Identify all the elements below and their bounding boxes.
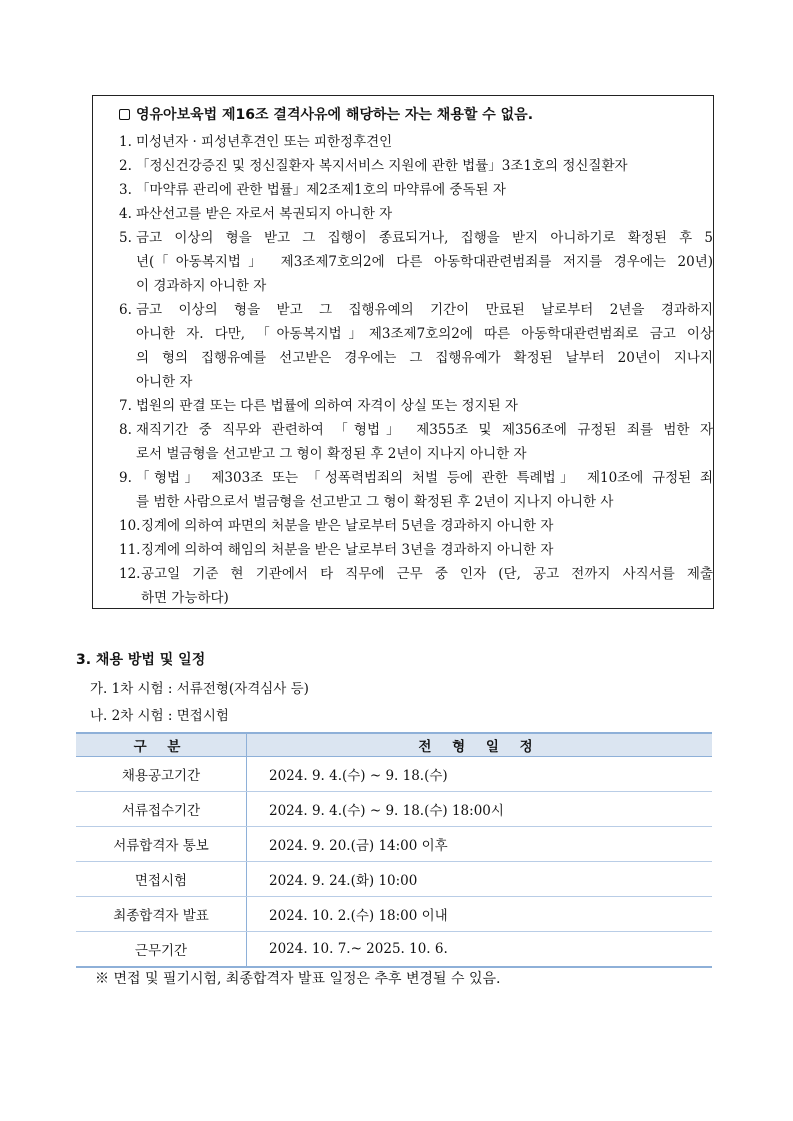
list-item <box>119 466 713 514</box>
list-item-number: 2. <box>119 158 132 174</box>
list-item-text: 이 경과하지 아니한 자 <box>136 278 267 294</box>
list-item <box>119 562 713 610</box>
schedule-category-cell: 서류합격자 통보 <box>76 827 247 862</box>
schedule-category-cell: 근무기간 <box>76 932 247 968</box>
disqualification-box <box>92 95 714 609</box>
schedule-category-cell: 채용공고기간 <box>76 757 247 792</box>
list-item <box>119 418 713 466</box>
schedule-note: ※ 면접 및 필기시험, 최종합격자 발표 일정은 추후 변경될 수 있음. <box>95 971 501 987</box>
schedule-table <box>76 732 712 968</box>
table-row <box>76 897 712 932</box>
list-item <box>119 154 713 178</box>
schedule-category-cell: 면접시험 <box>76 862 247 897</box>
list-item <box>119 394 713 418</box>
table-row <box>76 757 712 792</box>
list-item-number: 1. <box>119 134 132 150</box>
method-first-exam: 가. 1차 시험 : 서류전형(자격심사 등) <box>90 681 309 697</box>
list-item-text: 를 범한 사람으로서 벌금형을 선고받고 그 형이 확정된 후 2년이 지나지 아니한 사 <box>136 494 614 510</box>
list-item-number: 7. <box>119 398 132 414</box>
list-item-number: 6. <box>119 302 132 318</box>
list-item-number: 3. <box>119 182 132 198</box>
list-item <box>119 298 713 394</box>
schedule-date-cell: 2024. 9. 20.(금) 14:00 이후 <box>247 827 713 862</box>
table-row <box>76 932 712 968</box>
list-item-text: 로서 벌금형을 선고받고 그 형이 확정된 후 2년이 지나지 아니한 자 <box>136 446 527 462</box>
header-schedule: 전 형 일 정 <box>247 733 713 757</box>
list-item <box>119 202 713 226</box>
list-item-text: 법원의 판결 또는 다른 법률에 의하여 자격이 상실 또는 정지된 자 <box>136 398 518 414</box>
list-item-text: 「정신건강증진 및 정신질환자 복지서비스 지원에 관한 법률」3조1호의 정신질환자 <box>136 158 628 174</box>
list-item-text: 금고 이상의 형을 받고 그 집행이 종료되거나, 집행을 받지 아니하기로 확정된 후 5 <box>136 230 713 246</box>
list-item-text: 년(「아동복지법」 제3조제7호의2에 다른 아동학대관련범죄를 저지를 경우에는 20년) <box>136 254 713 270</box>
list-item-text: 의 형의 집행유예를 선고받은 경우에는 그 집행유예가 확정된 날부터 20년이 지나지 <box>136 350 713 366</box>
section-title: 3. 채용 방법 및 일정 <box>76 652 206 668</box>
disqualification-list <box>119 130 713 610</box>
list-item <box>119 130 713 154</box>
schedule-date-cell: 2024. 10. 2.(수) 18:00 이내 <box>247 897 713 932</box>
list-item-number: 4. <box>119 206 132 222</box>
table-row <box>76 792 712 827</box>
list-item-number: 10. <box>119 518 141 534</box>
header-category: 구 분 <box>76 733 247 757</box>
table-row <box>76 827 712 862</box>
list-item-text: 하면 가능하다) <box>141 590 229 606</box>
schedule-header-row <box>76 733 712 757</box>
list-item-text: 파산선고를 받은 자로서 복권되지 아니한 자 <box>136 206 393 222</box>
list-item-text: 「마약류 관리에 관한 법률」제2조제1호의 마약류에 중독된 자 <box>136 182 506 198</box>
list-item-text: 금고 이상의 형을 받고 그 집행유예의 기간이 만료된 날로부터 2년을 경과하지 <box>136 302 713 318</box>
schedule-category-cell: 서류접수기간 <box>76 792 247 827</box>
list-item-text: 징계에 의하여 해임의 처분을 받은 날로부터 3년을 경과하지 아니한 자 <box>141 542 554 558</box>
schedule-date-cell: 2024. 9. 4.(수) ~ 9. 18.(수) 18:00시 <box>247 792 713 827</box>
list-item <box>119 514 713 538</box>
list-item-number: 12. <box>119 566 141 582</box>
schedule-date-cell: 2024. 9. 4.(수) ~ 9. 18.(수) <box>247 757 713 792</box>
list-item-text: 징계에 의하여 파면의 처분을 받은 날로부터 5년을 경과하지 아니한 자 <box>141 518 554 534</box>
list-item-number: 8. <box>119 422 132 438</box>
schedule-date-cell: 2024. 10. 7.~ 2025. 10. 6. <box>247 932 713 968</box>
box-title <box>119 104 533 124</box>
method-second-exam: 나. 2차 시험 : 면접시험 <box>90 708 229 724</box>
list-item-number: 9. <box>119 470 132 486</box>
schedule-date-cell: 2024. 9. 24.(화) 10:00 <box>247 862 713 897</box>
list-item-text: 재직기간 중 직무와 관련하여 「형법」 제355조 및 제356조에 규정된 죄를 범한 자 <box>136 422 713 438</box>
list-item-text: 미성년자 · 피성년후견인 또는 피한정후견인 <box>136 134 393 150</box>
list-item-number: 11. <box>119 542 141 558</box>
list-item <box>119 538 713 562</box>
schedule-category-cell: 최종합격자 발표 <box>76 897 247 932</box>
list-item-number: 5. <box>119 230 132 246</box>
list-item-text: 공고일 기준 현 기관에서 타 직무에 근무 중 인자 (단, 공고 전까지 사직서를 제출 <box>141 566 713 582</box>
list-item-text: 아니한 자. 다만, 「아동복지법」제3조제7호의2에 따른 아동학대관련범죄로 금고 이상 <box>136 326 713 342</box>
table-row <box>76 862 712 897</box>
list-item <box>119 178 713 202</box>
list-item-text: 아니한 자 <box>136 374 193 390</box>
box-title-text: 영유아보육법 제16조 결격사유에 해당하는 자는 채용할 수 없음. <box>136 107 534 123</box>
list-item-text: 「형법」 제303조 또는 「성폭력범죄의 처벌 등에 관한 특례법」 제10조에 규정된 죄 <box>136 470 713 486</box>
list-item <box>119 226 713 298</box>
checkbox-square-icon <box>119 109 130 120</box>
